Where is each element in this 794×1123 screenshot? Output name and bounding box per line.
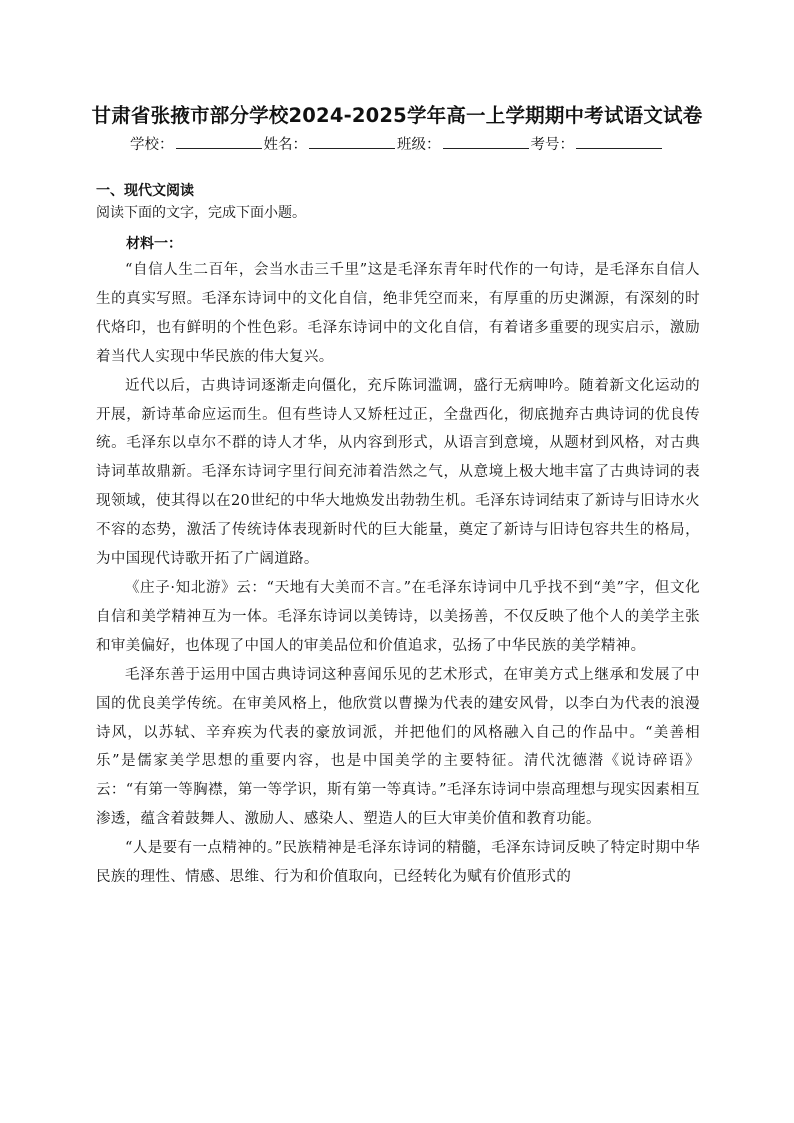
exam-number-field [531,132,665,158]
exam-title: 甘肃省张掖市部分学校2024-2025学年高一上学期期中考试语文试卷 [91,104,703,127]
name-blank [309,134,395,149]
class-field [397,132,531,158]
paragraph: 毛泽东善于运用中国古典诗词这种喜闻乐见的艺术形式，在审美方式上继承和发展了中国的优良美学传统。在审美风格上，他欣赏以曹操为代表的建安风骨，以李白为代表的浪漫诗风，以苏轼、辛弃疾为代表的豪放词派，并把他们的风格融入自己的作品中。“美善相乐”是儒家美学思想的重要内容，也是中国美学的主要特征。清代沈德潜《说诗碎语》云：“有第一等胸襟，第一等学识，斯有第一等真诗。”毛泽东诗词中崇高理想与现实因素相互渗透，蕴含着鼓舞人、激励人、感染人、塑造人的巨大审美价值和教育功能。 [96,666,700,828]
instruction-text: 阅读下面的文字，完成下面小题。 [96,205,306,221]
paragraph: 《庄子·知北游》云：“天地有大美而不言。”在毛泽东诗词中几乎找不到“美”字，但文化自信和美学精神互为一体。毛泽东诗词以美铸诗，以美扬善，不仅反映了他个人的美学主张和审美偏好，也体现了中国人的审美品位和价值追求，弘扬了中华民族的美学精神。 [96,579,700,654]
school-blank [176,134,262,149]
class-label: 班级： [397,137,441,153]
paragraph: “人是要有一点精神的。”民族精神是毛泽东诗词的精髓，毛泽东诗词反映了特定时期中华民族的理性、情感、思维、行为和价值取向，已经转化为赋有价值形式的 [96,840,700,886]
name-label: 姓名： [263,137,307,153]
school-field [130,132,264,158]
student-info-row [0,132,794,158]
exam-number-label: 考号： [530,137,574,153]
material-label: 材料一： [126,236,182,252]
reading-passage [96,256,700,892]
school-label: 学校： [130,137,174,153]
exam-number-blank [576,134,662,149]
section-heading: 一、现代文阅读 [96,183,194,199]
paragraph: “自信人生二百年，会当水击三千里”这是毛泽东青年时代作的一句诗，是毛泽东自信人生的真实写照。毛泽东诗词中的文化自信，绝非凭空而来，有厚重的历史渊源，有深刻的时代烙印，也有鲜明的个性色彩。毛泽东诗词中的文化自信，有着诸多重要的现实启示，激励着当代人实现中华民族的伟大复兴。 [96,262,700,365]
class-blank [443,134,529,149]
paragraph: 近代以后，古典诗词逐渐走向僵化，充斥陈词滥调，盛行无病呻吟。随着新文化运动的开展，新诗革命应运而生。但有些诗人又矫枉过正，全盘西化，彻底抛弃古典诗词的优良传统。毛泽东以卓尔不群的诗人才华，从内容到形式，从语言到意境，从题材到风格，对古典诗词革故鼎新。毛泽东诗词字里行间充沛着浩然之气，从意境上极大地丰富了古典诗词的表现领域，使其得以在20世纪的中华大地焕发出勃勃生机。毛泽东诗词结束了新诗与旧诗水火不容的态势，激活了传统诗体表现新时代的巨大能量，奠定了新诗与旧诗包容共生的格局，为中国现代诗歌开拓了广阔道路。 [96,377,700,568]
name-field [264,132,398,158]
